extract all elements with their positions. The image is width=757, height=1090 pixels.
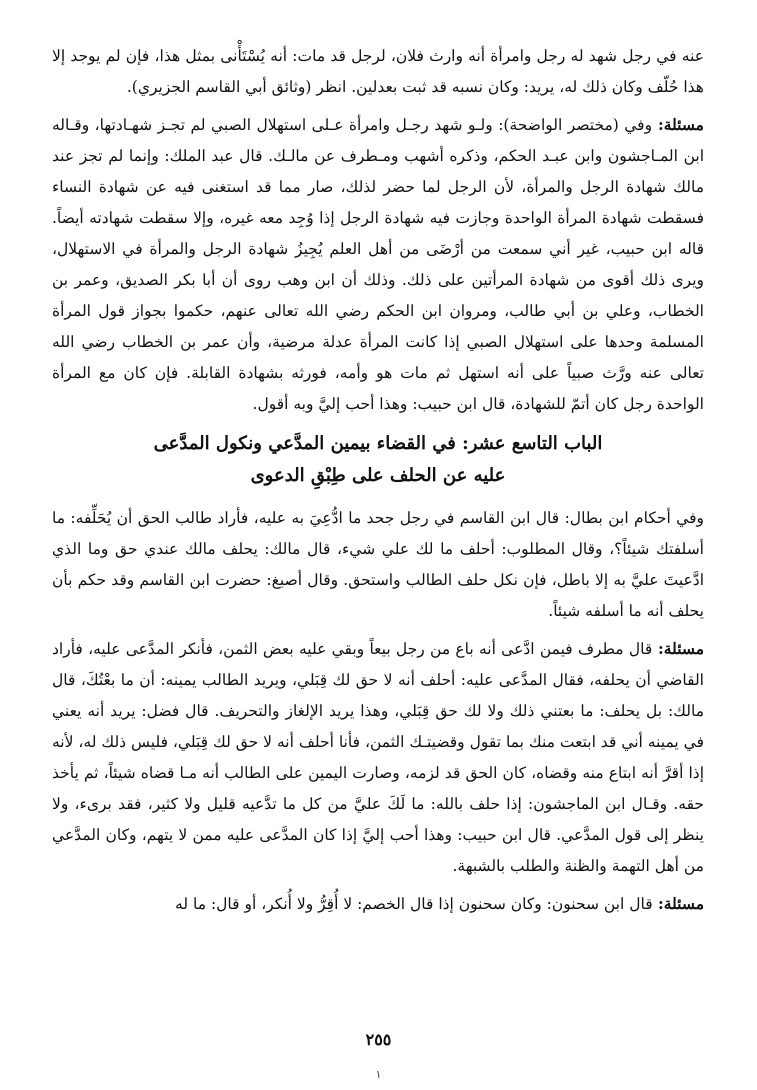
paragraph (52, 40, 704, 103)
footer-mark: ١ (375, 1068, 382, 1081)
paragraph (52, 633, 704, 882)
paragraph-label: مسئلة: (652, 894, 704, 913)
page-number: ٢٥٥ (365, 1030, 392, 1049)
paragraph (52, 502, 704, 627)
paragraph (52, 109, 704, 420)
paragraph-text: قال مطرف فيمن ادَّعى أنه باع من رجل بيعاً وبقي عليه بعض الثمن، فأنكر المدَّعى عليه، فأراد القاضي أن يحلفه، فقال المدَّعى عليه: أحلف أنه لا حق لك قِبَلي، ويريد الطالب يمينه: أن ما بعْتُكَ، قال مالك: بل يحلف: ما بعتني ذلك ولا لك حق قِبَلي، وهذا يريد الإلغاز والتحريف. قال فضل: يريد أنه يعني في يمينه أني قد ابتعت منك بما تقول وقضيتـك الثمن، فأنا أحلف أنه لا حق لك قِبَلي، فليس ذلك له، لأنه إذا أقرَّ أنه ابتاع منه وقضاه، كان الحق قد لزمه، وصارت اليمين على الطالب أنه مـا قضاه شيئاً، ثم يأخذ حقه. وقـال ابن الماجشون: إذا حلف بالله: ما لَكَ عليَّ من كل ما تدَّعيه قليل ولا كثير، فقد برىء، ولا ينظر إلى قول المدَّعي. قال ابن حبيب: وهذا أحب إليَّ إذا كان المدَّعى عليه ممن لا يتهم، وكان المدَّعي من أهل التهمة والظنة والطلب بالشبهة. (52, 640, 704, 875)
paragraph-text: وفي (مختصر الواضحة): ولـو شهد رجـل وامرأة عـلى استهلال الصبي لم تجـز شهـادتها، وقـاله ابن المـاجشون وابن عبـد الحكم، وذكره أشهب ومـطرف عن مالـك. قال عبد الملك: وإنما لم تجز عند مالك شهادة الرجل والمرأة، لأن الرجل لما حضر لذلك، صار مما قد استغنى فيه عن شهادة النساء فسقطت شهادة المرأة الواحدة وجازت فيه شهادة الرجل إذا وُجِد معه غيره، وإلا سقطت شهادته أيضاً. قاله ابن حبيب، غير أني سمعت من أرْضَى من أهل العلم يُجِيزُ شهادة الرجل والمرأة في الاستهلال، ويرى ذلك أقوى من شهادة المرأتين على ذلك. وذلك أن ابن وهب روى أن أبا بكر الصديق، وعمر بن الخطاب، وعلي بن أبي طالب، ومروان ابن الحكم رضي الله تعالى عنهم، حكموا بجواز قول المرأة المسلمة وحدها على استهلال الصبي إذا كانت المرأة عدلة مرضية، وأن عمر بن الخطاب رضي الله تعالى عنه ورَّث صبياً على أنه استهل ثم مات هو وأمه، فورثه بشهادة القابلة. فإن كان مع المرأة الواحدة رجل كان أتمّ للشهادة، قال ابن حبيب: وهذا أحب إليَّ وبه أقول. (52, 116, 704, 413)
chapter-heading-line-2: عليه عن الحلف على طِبْقِ الدعوى (250, 465, 506, 486)
paragraph-text: وفي أحكام ابن بطال: قال ابن القاسم في رجل جحد ما ادُّعِيَ به عليه، فأراد طالب الحق أن يُحَلِّفه: ما أسلفتك شيئاً؟، وقال المطلوب: أحلف ما لك علي شيء، قال مالك: يحلف مالك عندي حق وما الذي ادَّعيتَ عليَّ به إلا باطل، فإن نكل حلف الطالب واستحق. وقال أصبغ: حضرت ابن القاسم وقد حكم بأن يحلف أنه ما أسلفه شيئاً. (52, 509, 704, 620)
paragraph-label: مسئلة: (652, 639, 705, 658)
paragraph (52, 888, 704, 920)
chapter-heading-line-1: الباب التاسع عشر: في القضاء بيمين المدَّعي ونكول المدَّعى (153, 433, 603, 454)
paragraph-text: عنه في رجل شهد له رجل وامرأة أنه وارث فلان، لرجل قد مات: أنه يُسْتَأْنى بمثل هذا، فإن لم يوجد إلا هذا حُلّف وكان ذلك له، يريد: وكان نسبه قد ثبت بعدلين. انظر (وثائق أبي القاسم الجزيري). (52, 47, 704, 96)
paragraph-text: قال ابن سحنون: وكان سحنون إذا قال الخصم: لا أُقِرُّ ولا أُنكر، أو قال: ما له (175, 895, 653, 913)
chapter-heading (52, 428, 704, 492)
document-body (52, 40, 704, 926)
paragraph-label: مسئلة: (652, 115, 704, 134)
